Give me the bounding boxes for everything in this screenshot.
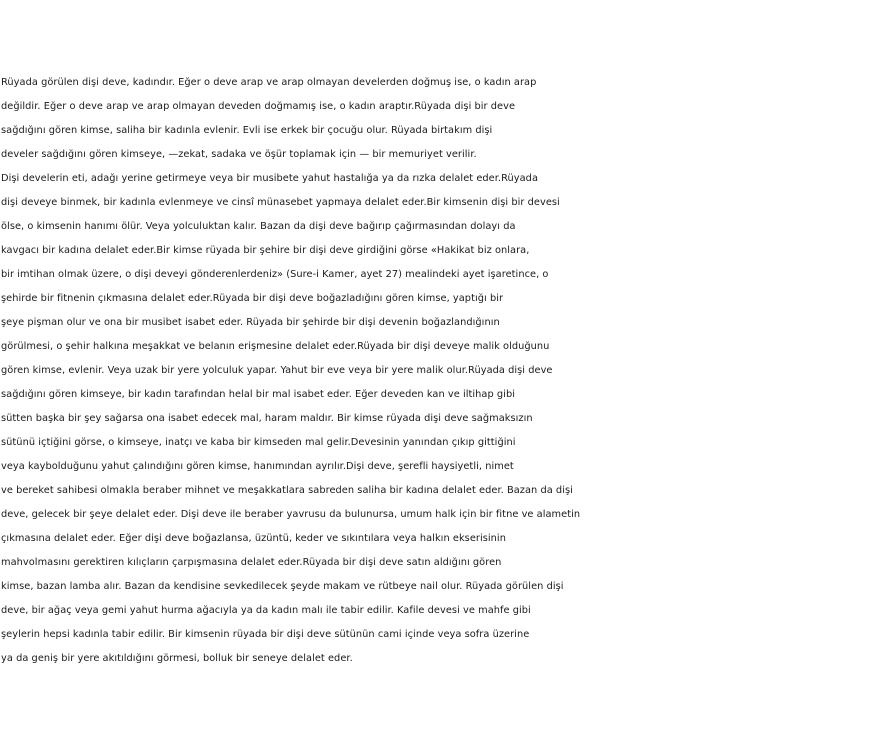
text-line: mahvolmasını gerektiren kılıçların çarpışmasına delalet eder.Rüyada bir dişi deve satın aldığını gören: [1, 557, 502, 568]
text-line: sütten başka bir şey sağarsa ona isabet edecek mal, haram maldır. Bir kimse rüyada dişi deve sağmaksızın: [1, 413, 533, 424]
text-line: değildir. Eğer o deve arap ve arap olmayan deveden doğmamış ise, o kadın araptır.Rüyada dişi bir deve: [1, 101, 516, 112]
text-line: çıkmasına delalet eder. Eğer dişi deve boğazlansa, üzüntü, keder ve sıkıntılara veya halkın ekserisinin: [1, 533, 506, 544]
text-line: sağdığını gören kimse, saliha bir kadınla evlenir. Evli ise erkek bir çocuğu olur. Rüyada birtakım dişi: [1, 125, 493, 136]
text-line: ölse, o kimsenin hanımı ölür. Veya yolculuktan kalır. Bazan da dişi deve bağırıp çağırmasından dolayı da: [1, 221, 516, 232]
text-line: sütünü içtiğini görse, o kimseye, inatçı ve kaba bir kimseden mal gelir.Devesinin yanından çıkıp gittiğini: [1, 437, 516, 448]
document-body: [0, 71, 880, 671]
text-line: develer sağdığını gören kimseye, —zekat, sadaka ve öşür toplamak için — bir memuriyet verilir.: [1, 149, 477, 160]
text-line: gören kimse, evlenir. Veya uzak bir yere yolculuk yapar. Yahut bir eve veya bir yere malik olur.Rüyada dişi deve: [1, 365, 553, 376]
text-line: kavgacı bir kadına delalet eder.Bir kimse rüyada bir şehire bir dişi deve girdiğini görse «Hakikat biz onlara,: [1, 245, 530, 256]
text-line: veya kaybolduğunu yahut çalındığını gören kimse, hanımından ayrılır.Dişi deve, şerefli haysiyetli, nimet: [1, 461, 514, 472]
text-line: deve, gelecek bir şeye delalet eder. Dişi deve ile beraber yavrusu da bulunursa, umum halk için bir fitne ve alametin: [1, 509, 581, 520]
text-line: görülmesi, o şehir halkına meşakkat ve belanın erişmesine delalet eder.Rüyada bir dişi deveye malik olduğunu: [1, 341, 550, 352]
text-line: şeye pişman olur ve ona bir musibet isabet eder. Rüyada bir şehirde bir dişi devenin boğazlandığının: [1, 317, 500, 328]
text-line: deve, bir ağaç veya gemi yahut hurma ağacıyla ya da kadın malı ile tabir edilir. Kafile devesi ve mahfe gibi: [1, 605, 531, 616]
text-line: ya da geniş bir yere akıtıldığını görmesi, bolluk bir seneye delalet eder.: [1, 653, 353, 664]
text-line: dişi deveye binmek, bir kadınla evlenmeye ve cinsî münasebet yapmaya delalet eder.Bir kimsenin dişi bir devesi: [1, 197, 560, 208]
text-line: bir imtihan olmak üzere, o dişi deveyi gönderenlerdeniz» (Sure-i Kamer, ayet 27) mealindeki ayet işaretince, o: [1, 269, 549, 280]
text-line: Rüyada görülen dişi deve, kadındır. Eğer o deve arap ve arap olmayan develerden doğmuş ise, o kadın arap: [1, 77, 537, 88]
text-line: kimse, bazan lamba alır. Bazan da kendisine sevkedilecek şeyde makam ve rütbeye nail olur. Rüyada görülen dişi: [1, 581, 564, 592]
text-line: şeylerin hepsi kadınla tabir edilir. Bir kimsenin rüyada bir dişi deve sütünün cami içinde veya sofra üzerine: [1, 629, 530, 640]
text-line: ve bereket sahibesi olmakla beraber mihnet ve meşakkatlara sabreden saliha bir kadına delalet eder. Bazan da dişi: [1, 485, 573, 496]
text-line: sağdığını gören kimseye, bir kadın tarafından helal bir mal isabet eder. Eğer deveden kan ve iltihap gibi: [1, 389, 515, 400]
text-line: Dişi develerin eti, adağı yerine getirmeye veya bir musibete yahut hastalığa ya da rızka delalet eder.Rüyada: [1, 173, 538, 184]
text-line: şehirde bir fitnenin çıkmasına delalet eder.Rüyada bir dişi deve boğazladığını gören kimse, yaptığı bir: [1, 293, 504, 304]
